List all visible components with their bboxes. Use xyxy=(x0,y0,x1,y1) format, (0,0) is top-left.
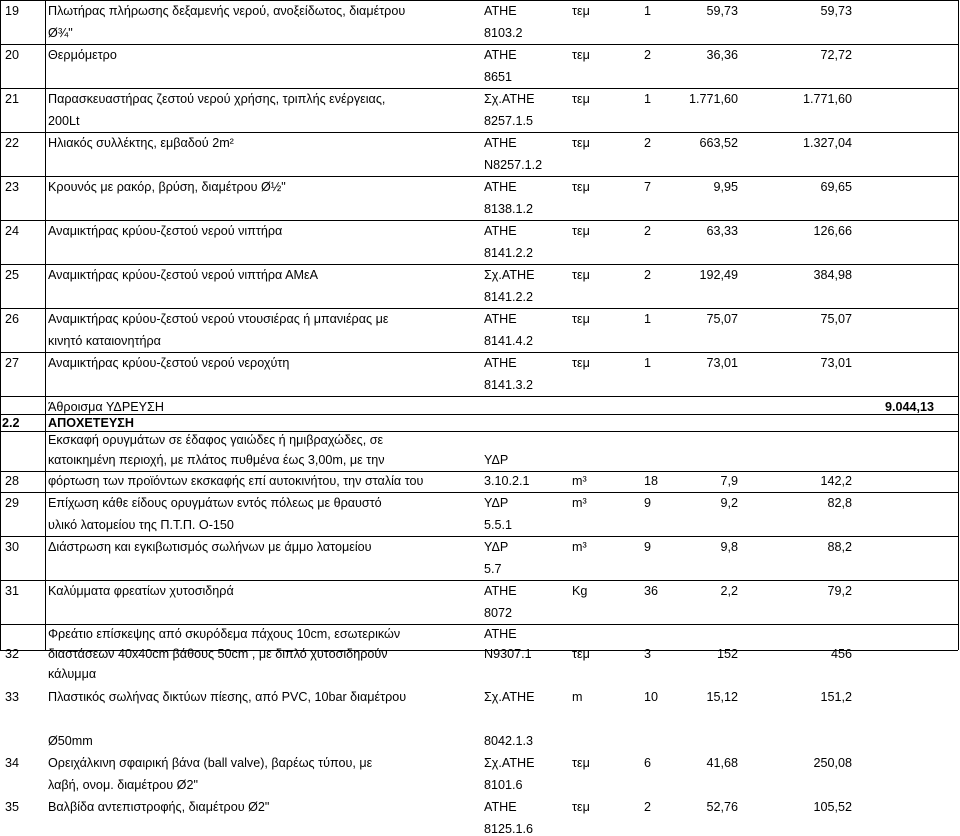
row-quantity: 2 xyxy=(644,800,652,814)
row-number: 32 xyxy=(5,647,20,661)
row-description: Επίχωση κάθε είδους ορυγμάτων εντός πόλεως με θραυστό xyxy=(48,496,382,510)
row-unit: τεμ xyxy=(572,4,590,18)
row-quantity: 1 xyxy=(644,92,652,106)
row-description: 200Lt xyxy=(48,114,80,128)
row-border xyxy=(0,414,958,415)
row-unit-price: 63,33 xyxy=(706,224,738,238)
row-unit: τεμ xyxy=(572,268,590,282)
row-unit: m³ xyxy=(572,540,587,554)
row-code: ΥΔΡ xyxy=(484,453,509,467)
row-quantity: 36 xyxy=(644,584,659,598)
row-number: 24 xyxy=(5,224,20,238)
row-number: 28 xyxy=(5,474,20,488)
row-border xyxy=(0,471,958,472)
row-total: 105,52 xyxy=(813,800,852,814)
row-description: Κρουνός με ρακόρ, βρύση, διαμέτρου Ø½" xyxy=(48,180,286,194)
row-description: διαστάσεων 40x40cm βάθους 50cm , με διπλό χυτοσιδηρούν xyxy=(48,647,388,661)
row-description: Καλύμματα φρεατίων χυτοσιδηρά xyxy=(48,584,234,598)
row-total: 151,2 xyxy=(820,690,852,704)
row-unit-price: 15,12 xyxy=(706,690,738,704)
row-quantity: 1 xyxy=(644,4,652,18)
row-unit-price: 2,2 xyxy=(720,584,738,598)
row-number: 35 xyxy=(5,800,20,814)
row-border xyxy=(0,132,958,133)
row-border xyxy=(0,352,958,353)
row-code: 8141.2.2 xyxy=(484,246,534,260)
row-unit-price: 73,01 xyxy=(706,356,738,370)
row-description: κινητό καταιονητήρα xyxy=(48,334,161,348)
column-border xyxy=(0,0,1,650)
row-code: 8141.3.2 xyxy=(484,378,534,392)
row-unit: τεμ xyxy=(572,48,590,62)
row-unit-price: 9,2 xyxy=(720,496,738,510)
row-code: ΑΤΗΕ xyxy=(484,4,517,18)
row-code: 8103.2 xyxy=(484,26,523,40)
row-unit: τεμ xyxy=(572,224,590,238)
row-description: λαβή, ονομ. διαμέτρου Ø2" xyxy=(48,778,198,792)
row-unit-price: 36,36 xyxy=(706,48,738,62)
row-code: Σχ.ΑΤΗΕ xyxy=(484,92,535,106)
row-unit-price: 59,73 xyxy=(706,4,738,18)
row-unit: m³ xyxy=(572,474,587,488)
row-total: 126,66 xyxy=(813,224,852,238)
row-description: Ø¾" xyxy=(48,26,73,40)
row-border xyxy=(0,580,958,581)
row-description: Αναμικτήρας κρύου-ζεστού νερού νεροχύτη xyxy=(48,356,290,370)
row-quantity: 2 xyxy=(644,136,652,150)
row-border xyxy=(0,431,958,432)
row-code: 8125.1.6 xyxy=(484,822,534,836)
row-code: 8257.1.5 xyxy=(484,114,534,128)
row-quantity: 9 xyxy=(644,496,652,510)
row-code: ΥΔΡ xyxy=(484,496,509,510)
row-border xyxy=(0,308,958,309)
row-description: Αναμικτήρας κρύου-ζεστού νερού ντουσιέρας ή μπανιέρας με xyxy=(48,312,389,326)
row-total: 250,08 xyxy=(813,756,852,770)
row-code: Ν8257.1.2 xyxy=(484,158,543,172)
row-border xyxy=(0,536,958,537)
row-total: 79,2 xyxy=(827,584,852,598)
section-number: 2.2 xyxy=(2,416,20,430)
row-number: 31 xyxy=(5,584,20,598)
row-unit: Kg xyxy=(572,584,588,598)
row-unit-price: 52,76 xyxy=(706,800,738,814)
row-total: 73,01 xyxy=(820,356,852,370)
row-border xyxy=(0,396,958,397)
row-unit-price: 192,49 xyxy=(699,268,738,282)
row-description: υλικό λατομείου της Π.Τ.Π. Ο-150 xyxy=(48,518,234,532)
row-quantity: 2 xyxy=(644,224,652,238)
row-unit: τεμ xyxy=(572,800,590,814)
row-code: 8042.1.3 xyxy=(484,734,534,748)
row-unit: m xyxy=(572,690,583,704)
row-quantity: 7 xyxy=(644,180,652,194)
row-description: Πλαστικός σωλήνας δικτύων πίεσης, από PVC, 10bar διαμέτρου xyxy=(48,690,407,704)
row-code: 5.7 xyxy=(484,562,502,576)
row-number: 33 xyxy=(5,690,20,704)
row-number: 21 xyxy=(5,92,20,106)
row-number: 29 xyxy=(5,496,20,510)
column-border xyxy=(45,0,46,650)
row-total: 82,8 xyxy=(827,496,852,510)
row-quantity: 6 xyxy=(644,756,652,770)
row-description: Ορειχάλκινη σφαιρική βάνα (ball valve), βαρέως τύπου, με xyxy=(48,756,373,770)
row-description: Φρεάτιο επίσκεψης από σκυρόδεμα πάχους 10cm, εσωτερικών xyxy=(48,627,401,641)
row-code: Σχ.ΑΤΗΕ xyxy=(484,756,535,770)
row-total: 1.771,60 xyxy=(802,92,852,106)
row-description: Διάστρωση και εγκιβωτισμός σωλήνων με άμμο λατομείου xyxy=(48,540,372,554)
row-code: Σχ.ΑΤΗΕ xyxy=(484,690,535,704)
row-code: ΑΤΗΕ xyxy=(484,48,517,62)
row-border xyxy=(0,176,958,177)
row-code: ΑΤΗΕ xyxy=(484,312,517,326)
row-number: 19 xyxy=(5,4,20,18)
row-description: Πλωτήρας πλήρωσης δεξαμενής νερού, ανοξείδωτος, διαμέτρου xyxy=(48,4,406,18)
row-code: 8101.6 xyxy=(484,778,523,792)
row-quantity: 18 xyxy=(644,474,659,488)
row-code: ΑΤΗΕ xyxy=(484,800,517,814)
row-description: κατοικημένη περιοχή, με πλάτος πυθμένα έως 3,00m, με την xyxy=(48,453,385,467)
row-number: 26 xyxy=(5,312,20,326)
row-unit-price: 152 xyxy=(716,647,738,661)
row-unit: τεμ xyxy=(572,92,590,106)
row-description: Παρασκευαστήρας ζεστού νερού χρήσης, τριπλής ενέργειας, xyxy=(48,92,386,106)
row-quantity: 3 xyxy=(644,647,652,661)
row-quantity: 1 xyxy=(644,356,652,370)
row-unit-price: 9,95 xyxy=(713,180,738,194)
row-code: 8141.2.2 xyxy=(484,290,534,304)
row-code: ΥΔΡ xyxy=(484,540,509,554)
row-description: Ηλιακός συλλέκτης, εμβαδού 2m² xyxy=(48,136,234,150)
row-code: ΑΤΗΕ xyxy=(484,627,517,641)
row-code: 8141.4.2 xyxy=(484,334,534,348)
row-total: 142,2 xyxy=(820,474,852,488)
row-unit: τεμ xyxy=(572,356,590,370)
row-border xyxy=(0,624,958,625)
sum-label: Άθροισμα ΥΔΡΕΥΣΗ xyxy=(48,400,164,414)
row-unit-price: 1.771,60 xyxy=(688,92,738,106)
row-description: Αναμικτήρας κρύου-ζεστού νερού νιπτήρα ΑΜεΑ xyxy=(48,268,319,282)
row-total: 384,98 xyxy=(813,268,852,282)
row-code: ΑΤΗΕ xyxy=(484,136,517,150)
row-number: 30 xyxy=(5,540,20,554)
row-number: 22 xyxy=(5,136,20,150)
row-border xyxy=(0,88,958,89)
row-description: κάλυμμα xyxy=(48,667,97,681)
row-quantity: 2 xyxy=(644,48,652,62)
row-quantity: 2 xyxy=(644,268,652,282)
row-number: 27 xyxy=(5,356,20,370)
row-code: 8138.1.2 xyxy=(484,202,534,216)
row-description: Εκσκαφή ορυγμάτων σε έδαφος γαιώδες ή ημιβραχώδες, σε xyxy=(48,433,384,447)
row-description: φόρτωση των προϊόντων εκσκαφής επί αυτοκινήτου, την σταλία του xyxy=(48,474,424,488)
row-number: 23 xyxy=(5,180,20,194)
row-border xyxy=(0,44,958,45)
row-border xyxy=(0,0,958,1)
row-unit: τεμ xyxy=(572,180,590,194)
row-description: Ø50mm xyxy=(48,734,93,748)
row-total: 72,72 xyxy=(820,48,852,62)
row-description: Αναμικτήρας κρύου-ζεστού νερού νιπτήρα xyxy=(48,224,283,238)
row-number: 25 xyxy=(5,268,20,282)
column-border xyxy=(958,0,959,650)
row-code: 8651 xyxy=(484,70,513,84)
row-code: ΑΤΗΕ xyxy=(484,224,517,238)
row-total: 59,73 xyxy=(820,4,852,18)
row-unit: τεμ xyxy=(572,312,590,326)
row-total: 69,65 xyxy=(820,180,852,194)
row-code: ΑΤΗΕ xyxy=(484,584,517,598)
row-unit-price: 9,8 xyxy=(720,540,738,554)
row-number: 34 xyxy=(5,756,20,770)
row-code: ΑΤΗΕ xyxy=(484,180,517,194)
row-code: ΑΤΗΕ xyxy=(484,356,517,370)
row-unit-price: 75,07 xyxy=(706,312,738,326)
row-total: 75,07 xyxy=(820,312,852,326)
row-code: Ν9307.1 xyxy=(484,647,532,661)
row-quantity: 9 xyxy=(644,540,652,554)
sum-value: 9.044,13 xyxy=(884,400,934,414)
row-description: Βαλβίδα αντεπιστροφής, διαμέτρου Ø2" xyxy=(48,800,270,814)
row-unit: τεμ xyxy=(572,756,590,770)
row-unit-price: 41,68 xyxy=(706,756,738,770)
row-unit: τεμ xyxy=(572,647,590,661)
row-unit-price: 663,52 xyxy=(699,136,738,150)
section-title: ΑΠΟΧΕΤΕΥΣΗ xyxy=(48,416,134,430)
row-border xyxy=(0,264,958,265)
row-total: 1.327,04 xyxy=(802,136,852,150)
row-border xyxy=(0,492,958,493)
row-description: Θερμόμετρο xyxy=(48,48,117,62)
row-code: 8072 xyxy=(484,606,513,620)
row-quantity: 1 xyxy=(644,312,652,326)
row-total: 456 xyxy=(830,647,852,661)
row-quantity: 10 xyxy=(644,690,659,704)
row-code: 3.10.2.1 xyxy=(484,474,530,488)
row-code: Σχ.ΑΤΗΕ xyxy=(484,268,535,282)
row-code: 5.5.1 xyxy=(484,518,513,532)
row-unit-price: 7,9 xyxy=(720,474,738,488)
row-number: 20 xyxy=(5,48,20,62)
row-unit: τεμ xyxy=(572,136,590,150)
row-total: 88,2 xyxy=(827,540,852,554)
row-unit: m³ xyxy=(572,496,587,510)
row-border xyxy=(0,220,958,221)
